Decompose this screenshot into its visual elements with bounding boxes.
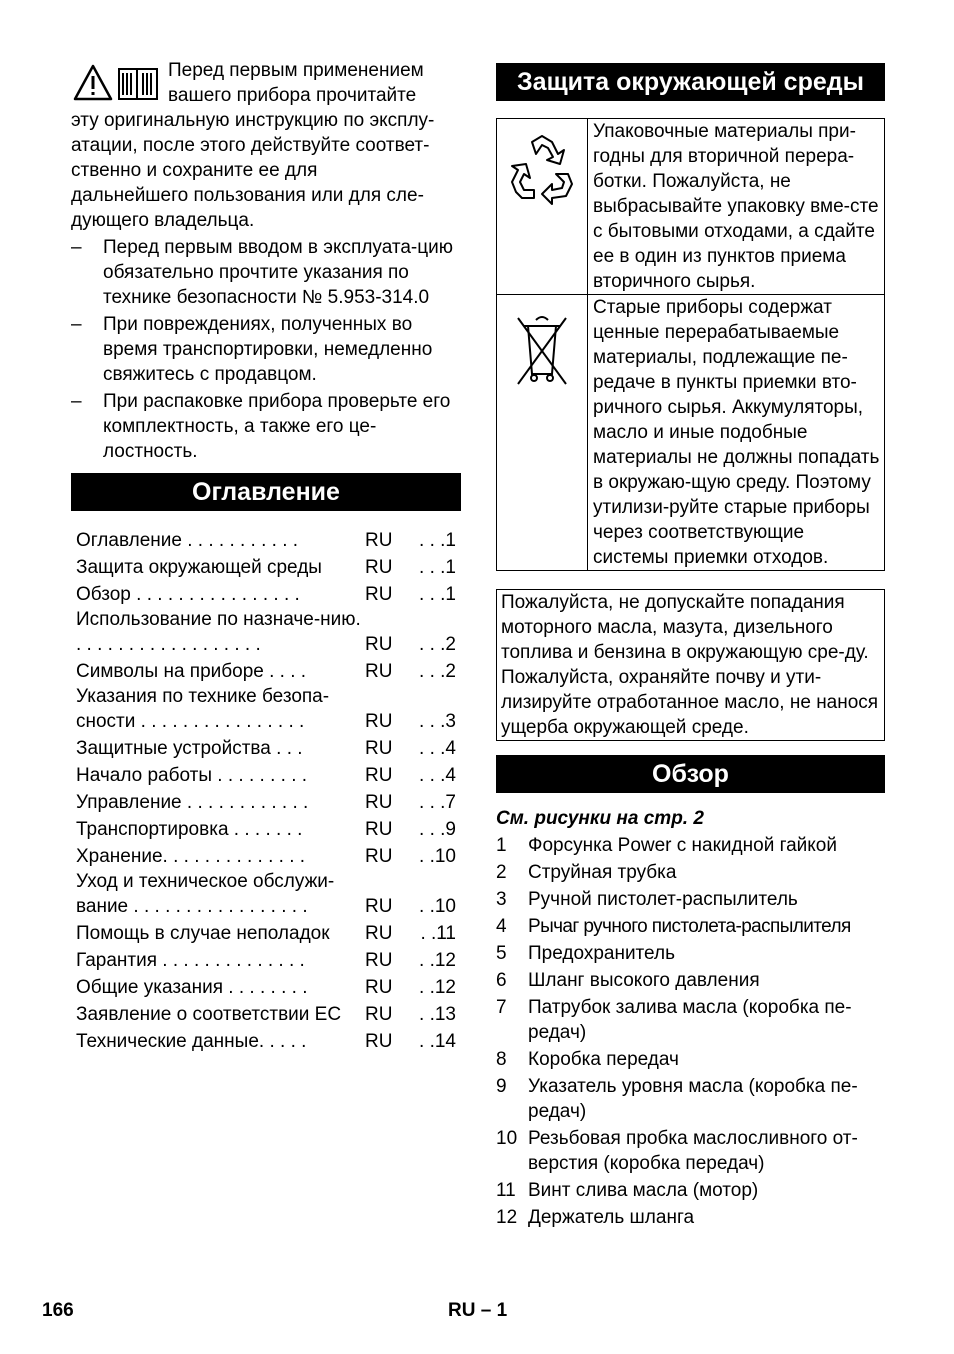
toc-page: . . .9 [419, 819, 456, 840]
intro-line: дальнейшего пользования или для сле- [71, 185, 424, 206]
toc-title: Начало работы . . . . . . . . . [76, 765, 308, 786]
part-item [496, 1047, 885, 1072]
part-number: 2 [496, 862, 507, 883]
toc-row[interactable] [76, 946, 461, 973]
toc-page: . .14 [419, 1031, 456, 1052]
bullet-text: При повреждениях, полученных во время транспортировки, немедленно свяжитесь с продавцом. [103, 314, 433, 385]
intro-bullet [71, 235, 461, 310]
part-number: 4 [496, 916, 507, 937]
toc-lang: RU [365, 846, 393, 867]
intro-line: атации, после этого действуйте соответ- [71, 135, 430, 156]
page-label: RU – 1 [448, 1300, 508, 1321]
toc-row[interactable] [76, 1027, 461, 1054]
intro-line: Перед первым применением [168, 60, 424, 81]
part-label: Форсунка Power с накидной гайкой [528, 835, 837, 856]
toc-row[interactable] [76, 842, 461, 869]
toc-page: . . .1 [419, 530, 456, 551]
toc-row[interactable] [76, 869, 461, 919]
toc-title: Заявление о соответствии ЕС [76, 1004, 342, 1025]
toc-page: . .10 [419, 896, 456, 917]
toc-title: Управление . . . . . . . . . . . . [76, 792, 309, 813]
environment-table [496, 118, 885, 571]
part-number: 1 [496, 835, 507, 856]
toc-title: Защита окружающей среды [76, 557, 322, 578]
oil-warning-note: Пожалуйста, не допускайте попадания моторного масла, мазута, дизельного топлива и бензина в окружающую сре-ду. Пожалуйста, охраняйте почву и ути-лизируйте отработанное масло, не нанося ущерба окружающей среде. [496, 589, 885, 741]
environment-heading: Защита окружающей среды [496, 63, 885, 101]
toc-lang: RU [365, 950, 393, 971]
table-of-contents [71, 526, 461, 1054]
toc-page: . . .2 [419, 661, 456, 682]
toc-lang: RU [365, 634, 393, 655]
toc-row[interactable] [76, 684, 461, 734]
toc-page: . .10 [419, 846, 456, 867]
part-label: Шланг высокого давления [528, 970, 760, 991]
part-item [496, 914, 885, 939]
toc-row[interactable] [76, 657, 461, 684]
toc-title: Хранение. . . . . . . . . . . . . . [76, 846, 306, 867]
intro-section [71, 58, 461, 464]
toc-page: . .13 [419, 1004, 456, 1025]
recycle-text: Упаковочные материалы при-годны для вторичной перера-ботки. Пожалуйста, не выбрасывайте упаковку вме-сте с бытовыми отходами, а сдайте ее в один из пунктов приема вторичного сырья. [588, 119, 885, 295]
toc-title: Указания по технике безопа-сности . . . . . . . . . . . . . . . . [76, 686, 330, 732]
toc-lang: RU [365, 923, 393, 944]
recycle-row [497, 119, 885, 295]
part-number: 5 [496, 943, 507, 964]
intro-bullet [71, 312, 461, 387]
toc-row[interactable] [76, 607, 461, 657]
part-item [496, 1205, 885, 1230]
part-number: 3 [496, 889, 507, 910]
toc-lang: RU [365, 530, 393, 551]
part-number: 12 [496, 1207, 518, 1228]
toc-title: Обзор . . . . . . . . . . . . . . . . [76, 584, 300, 605]
dash-marker: – [71, 391, 82, 412]
part-label: Указатель уровня масла (коробка пе-редач) [528, 1076, 858, 1122]
warning-triangle-icon [75, 66, 111, 99]
part-label: Струйная трубка [528, 862, 677, 883]
toc-page: . .11 [420, 923, 456, 944]
bullet-text: При распаковке прибора проверьте его комплектность, а также его це-лостность. [103, 391, 451, 462]
part-item [496, 833, 885, 858]
manual-book-icon [119, 69, 157, 99]
part-item [496, 1178, 885, 1203]
toc-row[interactable] [76, 973, 461, 1000]
toc-title: Общие указания . . . . . . . . [76, 977, 308, 998]
part-item [496, 1074, 885, 1124]
toc-title: Использование по назначе-нию. . . . . . . . . . . . . . . . . . . [76, 609, 361, 655]
part-number: 6 [496, 970, 507, 991]
intro-line: эту оригинальную инструкцию по эксплу- [71, 110, 435, 131]
toc-page: . . .2 [419, 634, 456, 655]
part-item [496, 887, 885, 912]
part-label: Ручной пистолет-распылитель [528, 889, 798, 910]
toc-lang: RU [365, 819, 393, 840]
bullet-text: Перед первым вводом в эксплуата-цию обязательно прочтите указания по технике безопасности № 5.953-314.0 [103, 237, 453, 308]
intro-line: вашего прибора прочитайте [168, 85, 417, 106]
recycle-icon [504, 132, 580, 212]
toc-title: Уход и техническое обслужи-вание . . . . . . . . . . . . . . . . . [76, 871, 335, 917]
toc-row[interactable] [76, 526, 461, 553]
intro-bullet-list [71, 235, 461, 464]
toc-row[interactable] [76, 580, 461, 607]
part-label: Рычаг ручного пистолета-распылителя [528, 916, 851, 937]
toc-title: Символы на приборе . . . . [76, 661, 307, 682]
toc-row[interactable] [76, 761, 461, 788]
weee-icon-cell [497, 295, 588, 571]
toc-row[interactable] [76, 553, 461, 580]
part-label: Предохранитель [528, 943, 675, 964]
weee-text: Старые приборы содержат ценные перерабатываемые материалы, подлежащие пе-редаче в пункты приемки вто-ричного сырья. Аккумуляторы, масло и иные подобные материалы не должны попадать в окружаю-щую среду. Поэтому утилизи-руйте старые приборы через соответствующие системы приемки отходов. [588, 295, 885, 571]
toc-row[interactable] [76, 788, 461, 815]
part-item [496, 1126, 885, 1176]
right-column [496, 63, 885, 1230]
toc-row[interactable] [76, 815, 461, 842]
toc-lang: RU [365, 661, 393, 682]
toc-heading: Оглавление [71, 473, 461, 511]
intro-line: ственно и сохраните ее для [71, 160, 318, 181]
part-item [496, 968, 885, 993]
page-number: 166 [42, 1300, 74, 1321]
part-item [496, 860, 885, 885]
crossed-out-bin-icon [512, 308, 572, 388]
toc-page: . . .4 [419, 738, 456, 759]
toc-title: Оглавление . . . . . . . . . . . [76, 530, 299, 551]
part-label: Коробка передач [528, 1049, 679, 1070]
toc-lang: RU [365, 584, 393, 605]
intro-bullet [71, 389, 461, 464]
toc-page: . .12 [419, 977, 456, 998]
toc-page: . .12 [419, 950, 456, 971]
toc-page: . . .1 [419, 557, 456, 578]
toc-title: Гарантия . . . . . . . . . . . . . . [76, 950, 305, 971]
toc-title: Транспортировка . . . . . . . [76, 819, 303, 840]
part-item [496, 941, 885, 966]
toc-lang: RU [365, 711, 393, 732]
dash-marker: – [71, 237, 82, 258]
part-label: Резьбовая пробка маслосливного от-верстия (коробка передач) [528, 1128, 858, 1174]
toc-row[interactable] [76, 734, 461, 761]
part-number: 9 [496, 1076, 507, 1097]
toc-lang: RU [365, 977, 393, 998]
toc-lang: RU [365, 792, 393, 813]
part-label: Патрубок залива масла (коробка пе-редач) [528, 997, 852, 1043]
toc-lang: RU [365, 765, 393, 786]
intro-line: дующего владельца. [71, 210, 255, 231]
toc-title: Защитные устройства . . . [76, 738, 303, 759]
part-label: Винт слива масла (мотор) [528, 1180, 759, 1201]
part-number: 10 [496, 1128, 518, 1149]
toc-lang: RU [365, 557, 393, 578]
toc-title: Технические данные. . . . . [76, 1031, 307, 1052]
part-item [496, 995, 885, 1045]
overview-parts-list [496, 833, 885, 1230]
overview-heading: Обзор [496, 755, 885, 793]
weee-row [497, 295, 885, 571]
part-number: 8 [496, 1049, 507, 1070]
toc-row[interactable] [76, 919, 461, 946]
toc-lang: RU [365, 896, 393, 917]
part-label: Держатель шланга [528, 1207, 695, 1228]
toc-page: . . .4 [419, 765, 456, 786]
toc-lang: RU [365, 738, 393, 759]
part-number: 7 [496, 997, 507, 1018]
toc-row[interactable] [76, 1000, 461, 1027]
toc-page: . . .3 [419, 711, 456, 732]
see-figures-reference: См. рисунки на стр. 2 [496, 808, 704, 829]
part-number: 11 [496, 1180, 516, 1201]
toc-page: . . .1 [419, 584, 456, 605]
left-column [71, 58, 461, 1054]
toc-lang: RU [365, 1031, 393, 1052]
dash-marker: – [71, 314, 82, 335]
toc-title: Помощь в случае неполадок [76, 923, 330, 944]
toc-page: . . .7 [419, 792, 456, 813]
recycle-icon-cell [497, 119, 588, 295]
toc-lang: RU [365, 1004, 393, 1025]
warning-and-manual-icon [73, 63, 163, 103]
